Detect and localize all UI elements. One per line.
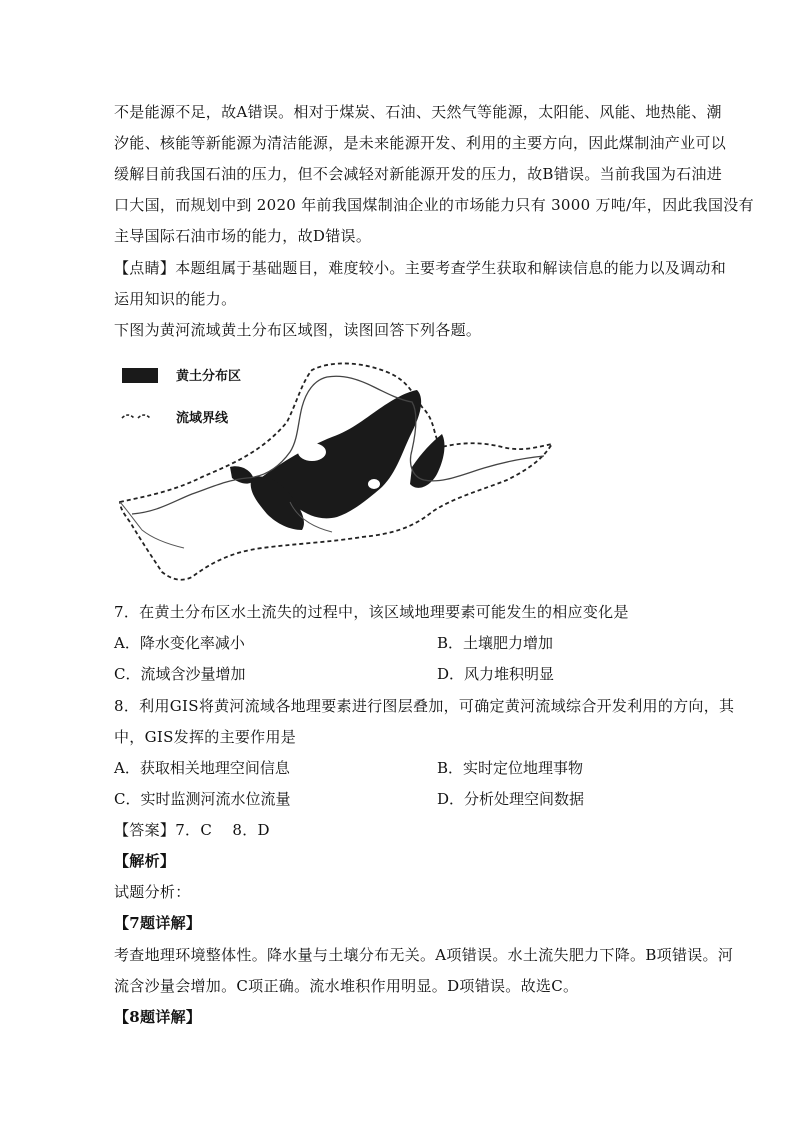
text-line: 口大国，而规划中到 2020 年前我国煤制油企业的市场能力只有 3000 万吨/年，因此我国没有 [114,196,754,214]
q7-detail-line: 考查地理环境整体性。降水量与土壤分布无关。A项错误。水土流失肥力下降。B项错误。河 [114,946,734,964]
loess-region-east [410,434,444,488]
tributary-line [120,502,184,548]
non-loess-patch [298,443,326,461]
analysis-heading: 【解析】 [114,852,176,870]
q7-stem: 7．在黄土分布区水土流失的过程中，该区域地理要素可能发生的相应变化是 [114,603,629,621]
question-intro: 下图为黄河流域黄土分布区域图，读图回答下列各题。 [114,321,482,339]
q8-detail-heading: 【8题详解】 [114,1008,202,1026]
q8-option-c: C．实时监测河流水位流量 [114,790,291,808]
legend-boundary-label: 流域界线 [176,411,229,426]
q8-option-b: B．实时定位地理事物 [437,759,584,777]
answer-line: 【答案】7．C 8．D [114,821,270,839]
q7-detail-heading: 【7题详解】 [114,914,202,932]
q8-option-a: A．获取相关地理空间信息 [114,759,290,777]
dianjing-line: 【点睛】本题组属于基础题目，难度较小。主要考查学生获取和解读信息的能力以及调动和 [114,259,727,277]
q7-option-d: D．风力堆积明显 [437,665,555,683]
q8-stem: 中，GIS发挥的主要作用是 [114,728,297,746]
text-line: 不是能源不足，故A错误。相对于煤炭、石油、天然气等能源，太阳能、风能、地热能、潮 [114,103,722,121]
q7-option-c: C．流域含沙量增加 [114,665,246,683]
q7-option-b: B．土壤肥力增加 [437,634,554,652]
loess-legend-swatch [122,368,158,383]
analysis-label: 试题分析： [114,883,191,901]
loess-region-small [230,466,254,483]
text-line: 缓解目前我国石油的压力，但不会减轻对新能源开发的压力，故B错误。当前我国为石油进 [114,165,723,183]
q8-stem: 8．利用GIS将黄河流域各地理要素进行图层叠加，可确定黄河流域综合开发利用的方向，其 [114,697,735,715]
text-line: 主导国际石油市场的能力，故D错误。 [114,227,372,245]
legend-loess-label: 黄土分布区 [176,369,242,384]
yellow-river-loess-map [112,352,562,587]
non-loess-patch [368,479,380,489]
q7-detail-line: 流含沙量会增加。C项正确。流水堆积作用明显。D项错误。故选C。 [114,977,579,995]
q7-option-a: A．降水变化率减小 [114,634,245,652]
text-line: 汐能、核能等新能源为清洁能源，是未来能源开发、利用的主要方向，因此煤制油产业可以 [114,134,727,152]
boundary-legend-symbol [122,415,150,418]
dianjing-line: 运用知识的能力。 [114,290,237,308]
q8-option-d: D．分析处理空间数据 [437,790,585,808]
